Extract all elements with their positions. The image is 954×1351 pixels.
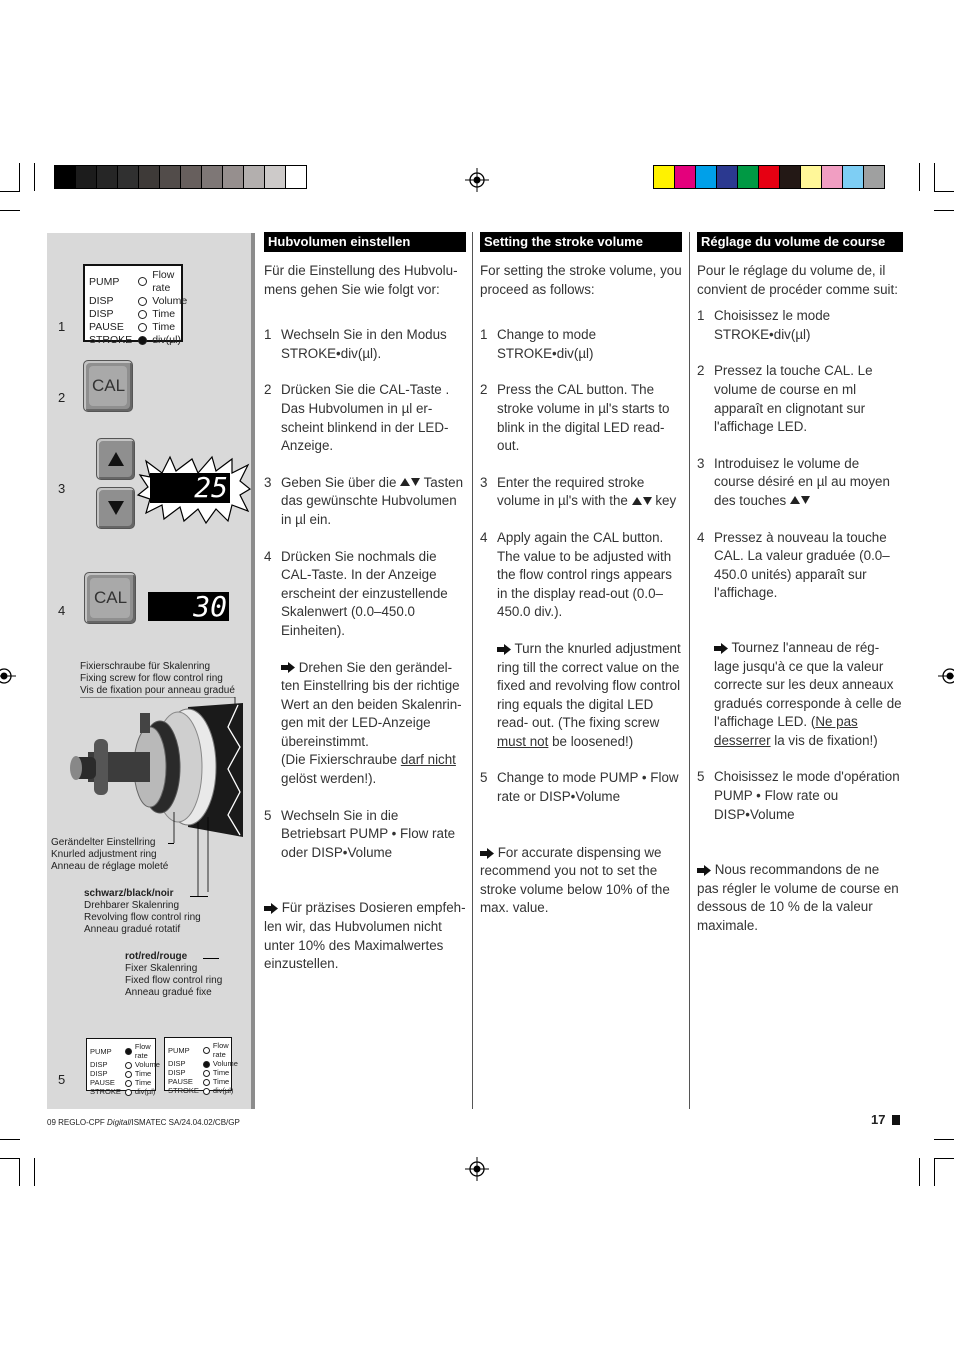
french-heading: Réglage du volume de course: [697, 232, 903, 252]
led-indicator-icon: [203, 1088, 210, 1095]
mode-row: [89, 269, 187, 295]
german-heading: Hubvolumen einstellen: [264, 232, 466, 252]
registration-mark-icon: [465, 1157, 489, 1181]
step-number-1: 1: [58, 319, 66, 334]
led-indicator-icon: [125, 1080, 132, 1087]
arrow-right-icon: [497, 644, 511, 655]
color-swatch: [160, 166, 181, 188]
mode-cell: PUMP: [168, 1045, 190, 1055]
color-swatch: [864, 166, 884, 188]
color-swatch: [244, 166, 265, 188]
mode-row: [90, 1060, 160, 1069]
knurled-ring-label: Gerändelter Einstellring Knurled adjustment ring Anneau de réglage moleté: [51, 837, 169, 872]
french-intro: Pour le réglage du volume de, il convient de procéder comme suit:: [697, 263, 898, 297]
mode-cell: DISP: [90, 1069, 108, 1078]
mode-indicator-panel-volume: [164, 1037, 238, 1095]
fixing-screw-label: Fixierschraube für Skalenring Fixing screw for flow control ring Vis de fixation pour anneau gradué: [80, 661, 235, 696]
led-indicator-icon: [203, 1070, 210, 1077]
mode-cell: STROKE: [89, 334, 133, 346]
mode-cell: [203, 1068, 213, 1077]
color-swatch: [780, 166, 801, 188]
mode-cell: [125, 1087, 135, 1096]
german-step-1: 1 Wechseln Sie in den Modus STROKE•div(µl).: [264, 327, 447, 361]
english-final-note: For accurate dispensing we recommend you not to set the stroke volume below 10% of the max. value.: [480, 844, 670, 916]
german-step-4-note: Drehen Sie den gerändel- ten Einstellring bis der richtige Wert an den beiden Skalenrin- gen mit der LED-Anzeige übereinstimmt. (Die Fixierschraube darf nicht gelöst werden!).: [281, 659, 462, 787]
led-indicator-icon: [125, 1062, 132, 1069]
french-step-2: 2 Pressez la touche CAL. Le volume de course en ml apparaît en clignotant sur l'affichage LED.: [697, 363, 873, 435]
german-step-2: 2 Drücken Sie die CAL-Taste . Das Hubvolumen in µl er- scheint blinkend in der LED- Anzeige.: [264, 382, 450, 454]
mode-cell: STROKE: [168, 1086, 199, 1095]
mode-cell: [125, 1069, 135, 1078]
led-display-value: 25: [194, 471, 228, 504]
mode-row: [168, 1041, 238, 1059]
mode-cell: PUMP: [90, 1046, 112, 1056]
led-indicator-icon: [203, 1061, 210, 1068]
mode-cell: [125, 1042, 135, 1060]
french-step-3: 3 Introduisez le volume de course désiré en µl au moyen des touches: [697, 455, 890, 508]
fixed-ring-label: rot/red/rouge Fixer Skalenring Fixed flow control ring Anneau gradué fixe: [125, 951, 223, 998]
mode-row: [89, 321, 187, 334]
arrow-right-icon: [281, 662, 295, 673]
german-step-5: 5 Wechseln Sie in die Betriebsart PUMP • Flow rate oder DISP•Volume: [264, 807, 456, 860]
mode-cell: DISP: [168, 1068, 186, 1077]
mode-row: [168, 1086, 238, 1095]
mode-cell: [125, 1078, 135, 1087]
english-heading: Setting the stroke volume: [480, 232, 682, 252]
mode-cell: STROKE: [90, 1087, 121, 1096]
mode-cell: PAUSE: [168, 1077, 193, 1086]
leader-line: [190, 896, 208, 897]
led-display: [148, 592, 229, 621]
mode-cell: [203, 1077, 213, 1086]
german-intro: Für die Einstellung des Hubvolu- mens gehen Sie wie folgt vor:: [264, 263, 458, 297]
led-indicator-icon: [125, 1089, 132, 1096]
leader-line: [168, 843, 174, 844]
color-swatch: [97, 166, 118, 188]
mode-cell: div(µl): [212, 1086, 234, 1095]
french-final-note: Nous recommandons de ne pas régler le volume de course en dessous de 10 % de la valeur maximale.: [697, 862, 899, 934]
english-step-2: 2 Press the CAL button. The stroke volume in µl's starts to blink in the digital LED read- out.: [480, 382, 670, 454]
mode-cell: DISP: [89, 308, 114, 320]
color-swatch: [223, 166, 244, 188]
color-swatch: [822, 166, 843, 188]
mode-cell: DISP: [89, 295, 114, 307]
mode-cell: DISP: [90, 1060, 108, 1069]
color-swatch: [118, 166, 139, 188]
mode-cell: Volume: [212, 1059, 238, 1068]
french-step-1: 1 Choisissez le mode STROKE•div(µl): [697, 308, 831, 342]
step-number-2: 2: [58, 390, 66, 405]
up-down-arrows-icon: [400, 478, 420, 488]
led-indicator-icon: [138, 336, 147, 345]
led-indicator-icon: [138, 310, 147, 319]
mode-row: [90, 1087, 160, 1096]
mode-cell: [138, 308, 152, 321]
color-swatch: [265, 166, 286, 188]
led-indicator-icon: [138, 323, 147, 332]
arrow-right-icon: [480, 848, 494, 859]
english-step-4-note: Turn the knurled adjustment ring till the correct value on the fixed and revolving flow control ring equals the digital LED read- out. (The fixing screw must not be loosened!): [497, 640, 681, 749]
german-final-note: Für präzises Dosieren empfeh- len wir, das Hubvolumen nicht unter 10% des Maximalwertes einzustellen.: [264, 900, 466, 972]
revolving-ring-label: schwarz/black/noir Drehbarer Skalenring Revolving flow control ring Anneau gradué rotatif: [84, 888, 201, 935]
mode-row: [90, 1069, 160, 1078]
led-indicator-icon: [203, 1079, 210, 1086]
english-step-4: 4 Apply again the CAL button. The value to be adjusted with the flow control rings appears in the display read-out (0.0–450.0 div.).: [480, 529, 672, 620]
cal-key-label: CAL: [92, 376, 126, 395]
mode-cell: Flow rate: [212, 1041, 229, 1059]
color-swatch: [759, 166, 780, 188]
column-divider: [689, 232, 690, 1109]
french-step-5: 5 Choisissez le mode d'opération PUMP • Flow rate ou DISP•Volume: [697, 769, 900, 822]
mode-indicator-panel: [83, 264, 188, 346]
color-swatch: [654, 166, 675, 188]
up-triangle-icon: [108, 452, 124, 466]
mode-cell: Flow rate: [134, 1042, 151, 1060]
color-swatch: [738, 166, 759, 188]
mode-cell: DISP: [168, 1059, 186, 1068]
panel-edge: [251, 233, 255, 1109]
color-swatch: [286, 166, 306, 188]
french-step-4: 4 Pressez à nouveau la touche CAL. La valeur graduée (0.0–450.0 unités) apparaît sur l'affichage.: [697, 529, 890, 601]
column-divider: [472, 232, 473, 1109]
led-indicator-icon: [125, 1048, 132, 1055]
mode-cell: div(µl): [134, 1087, 156, 1096]
registration-mark-icon: [938, 664, 954, 688]
arrow-right-icon: [697, 865, 711, 876]
up-down-arrows-icon: [790, 496, 810, 506]
mode-row: [168, 1068, 238, 1077]
mode-indicator-panel-flow: [86, 1038, 160, 1096]
mode-row: [168, 1077, 238, 1086]
french-column: [697, 232, 903, 936]
mode-row: [89, 334, 187, 347]
color-swatch: [76, 166, 97, 188]
color-swatch: [675, 166, 696, 188]
color-swatch: [202, 166, 223, 188]
cal-key: [83, 360, 133, 412]
german-column: [264, 232, 466, 974]
registration-mark-icon: [465, 168, 489, 192]
mode-cell: [203, 1086, 213, 1095]
arrow-right-icon: [714, 643, 728, 654]
mode-cell: [138, 334, 152, 347]
mode-row: [90, 1042, 160, 1060]
mode-cell: Volume: [152, 295, 188, 307]
mode-cell: div(µl): [152, 334, 181, 346]
leader-line: [203, 958, 219, 959]
mode-cell: PUMP: [89, 275, 120, 288]
color-swatch: [139, 166, 160, 188]
mode-cell: Time: [134, 1069, 152, 1078]
color-swatch: [717, 166, 738, 188]
up-down-arrows-icon: [632, 497, 652, 507]
mode-row: [89, 295, 187, 308]
led-indicator-icon: [138, 277, 147, 286]
down-triangle-icon: [108, 501, 124, 515]
led-indicator-icon: [138, 297, 147, 306]
mode-cell: [138, 269, 152, 295]
german-step-4: 4 Drücken Sie nochmals die CAL-Taste. In der Anzeige erscheint der einzustellende Skalenwert (0.0–450.0 Einheiten).: [264, 548, 448, 638]
step-number-5: 5: [58, 1072, 66, 1087]
step-number-4: 4: [58, 603, 66, 618]
cal-key-label: CAL: [94, 588, 128, 607]
mode-cell: [125, 1060, 135, 1069]
color-swatch: [843, 166, 864, 188]
english-column: [480, 232, 682, 918]
english-step-3: 3 Enter the required stroke volume in µl's with the key: [480, 474, 677, 509]
mode-row: [89, 308, 187, 321]
mode-cell: [203, 1059, 213, 1068]
color-swatch: [801, 166, 822, 188]
led-indicator-icon: [125, 1071, 132, 1078]
mode-row: [168, 1059, 238, 1068]
french-step-4-note: Tournez l'anneau de rég- lage jusqu'à ce que la valeur correcte sur les deux anneaux gradués corresponde à celle de l'affichage LED. (Ne pas desserrer la vis de fixation!): [714, 639, 902, 748]
mode-cell: Time: [212, 1068, 230, 1077]
arrow-right-icon: [264, 903, 278, 914]
cal-key: [84, 572, 136, 624]
color-control-bar: [653, 165, 885, 189]
color-swatch: [696, 166, 717, 188]
led-display: [150, 473, 230, 503]
mode-cell: Time: [152, 321, 176, 333]
led-display-value: 30: [193, 590, 227, 623]
mode-cell: Flow rate: [152, 269, 175, 294]
mode-row: [90, 1078, 160, 1087]
mode-cell: Time: [152, 308, 176, 320]
footer-imprint: 09 REGLO-CPF Digital/ISMATEC SA/24.04.02/CB/GP: [47, 1118, 240, 1127]
english-step-5: 5 Change to mode PUMP • Flow rate or DISP•Volume: [480, 770, 679, 805]
page-marker-square-icon: [892, 1115, 900, 1125]
color-swatch: [55, 166, 76, 188]
mode-cell: [138, 321, 152, 334]
registration-mark-icon: [0, 664, 16, 688]
grayscale-control-bar: [54, 165, 307, 189]
color-swatch: [181, 166, 202, 188]
down-arrow-key: [96, 487, 135, 529]
mode-cell: Time: [212, 1077, 230, 1086]
led-indicator-icon: [203, 1047, 210, 1054]
page-number: 17: [871, 1112, 900, 1127]
mode-cell: PAUSE: [90, 1078, 115, 1087]
up-arrow-key: [96, 438, 135, 480]
mode-cell: Volume: [134, 1060, 160, 1069]
mode-cell: PAUSE: [89, 321, 124, 333]
mode-cell: [138, 295, 152, 308]
step-number-3: 3: [58, 481, 66, 496]
english-step-1: 1 Change to mode STROKE•div(µl): [480, 327, 597, 361]
mode-cell: Time: [134, 1078, 152, 1087]
english-intro: For setting the stroke volume, you proceed as follows:: [480, 263, 682, 297]
mode-cell: [203, 1041, 213, 1059]
german-step-3: 3 Geben Sie über die Tasten das gewünschte Hubvolumen in µl ein.: [264, 474, 464, 527]
